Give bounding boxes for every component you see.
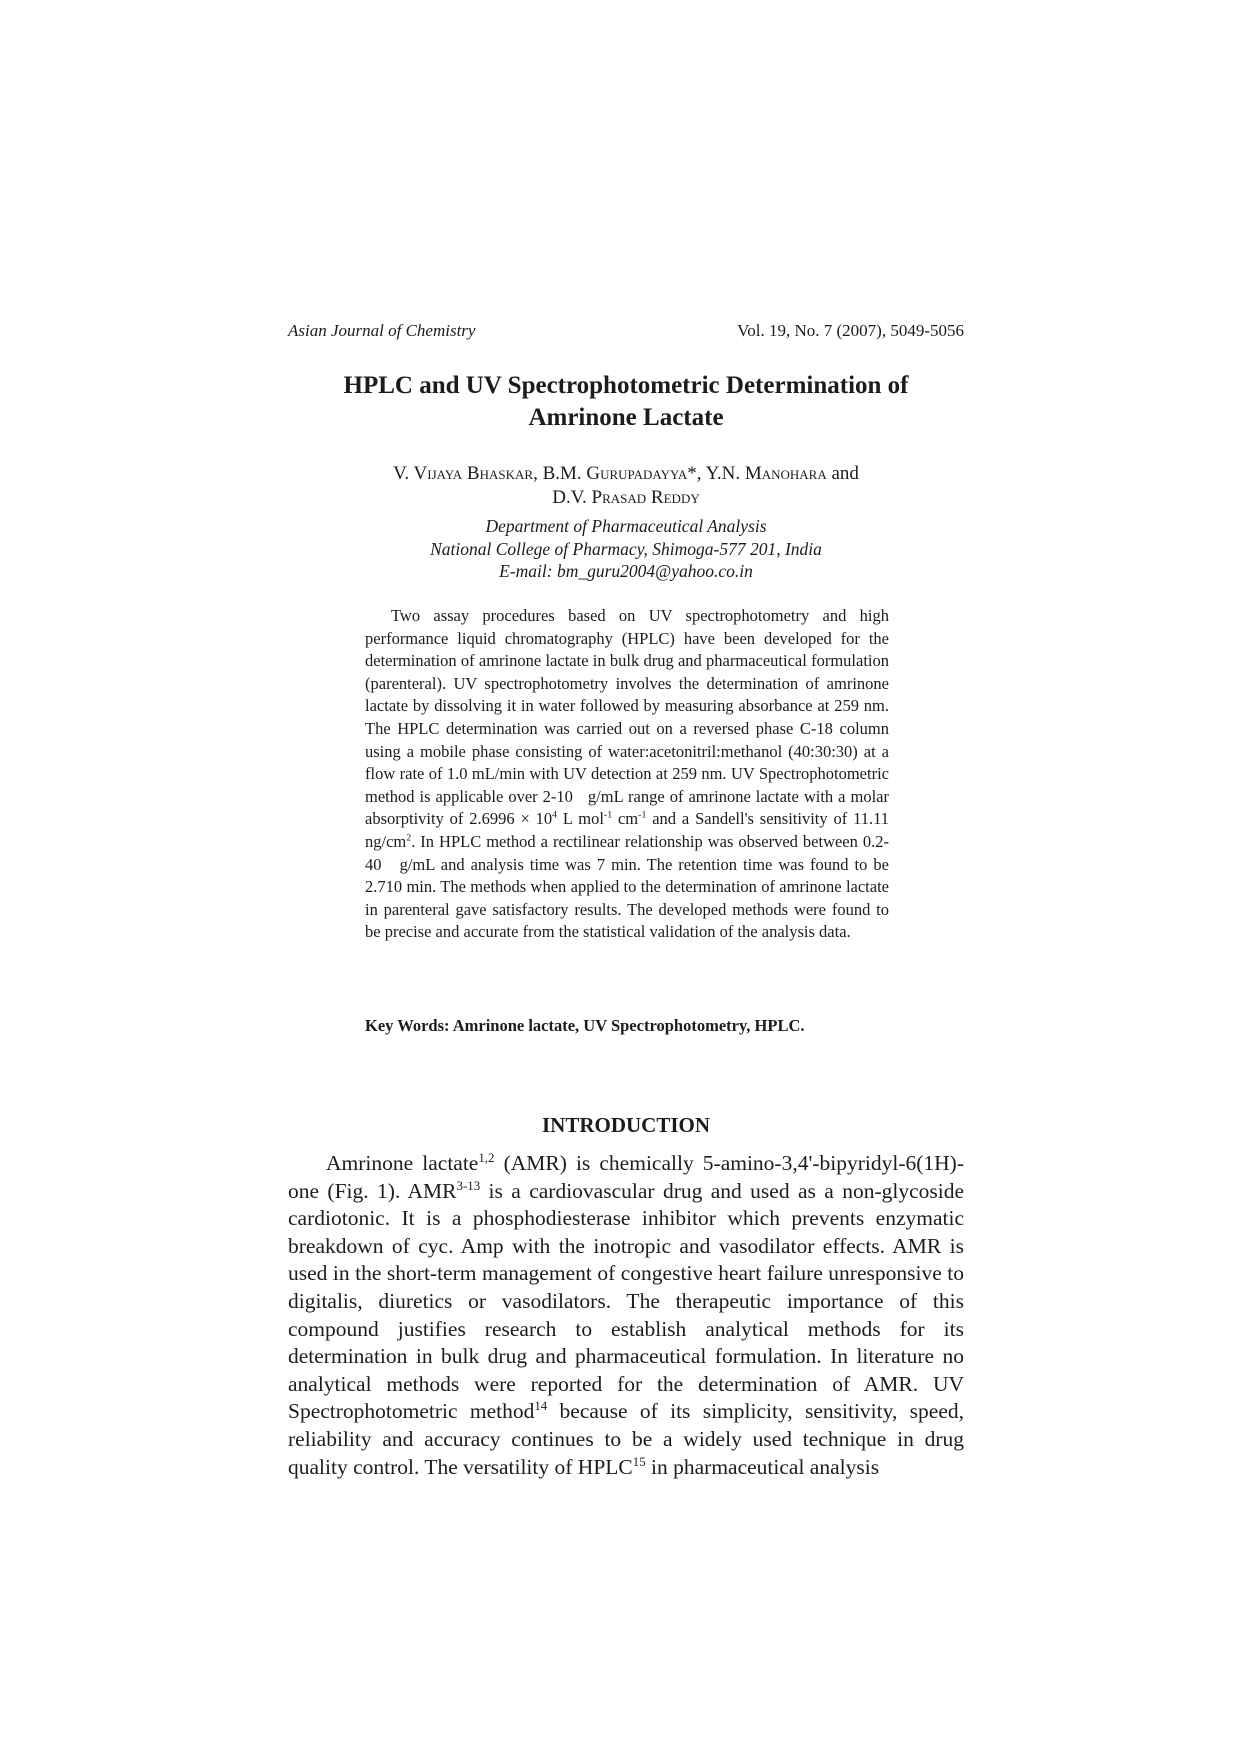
author-line-1 <box>288 462 964 486</box>
email: E-mail: bm_guru2004@yahoo.co.in <box>499 561 753 581</box>
author-text: B <box>462 463 480 484</box>
superscript: -1 <box>603 809 613 821</box>
introduction-body <box>288 1150 964 1481</box>
journal-name: Asian Journal of Chemistry <box>288 321 476 340</box>
intro-text: is a cardiovascular drug and used as a non-glycoside cardiotonic. It is a phosphodiesterase inhibitor which prevents enzymatic breakdown of cyc. Amp with the inotropic and vasodilator effects. AMR is used in the short-term management of congestive heart failure unresponsive to digitalis, diuretics or vasodilators. The therapeutic importance of this compound justifies research to establish analytical methods for its determination in bulk drug and pharmaceutical formulation. In literature no analytical methods were reported for the determination of AMR. UV Spectrophotometric method <box>288 1178 965 1424</box>
abstract-text: cm <box>612 809 639 829</box>
author-text: D.V. P <box>552 487 603 508</box>
abstract <box>365 605 889 944</box>
intro-paragraph <box>288 1150 964 1481</box>
abstract-text: Two assay procedures based on UV spectrophotometry and high performance liquid chromatography (HPLC) have been developed for the determination of amrinone lactate in bulk drug and pharmaceutical formulation (parenteral). UV spectrophotometry involves the determination of amrinone lactate by dissolving it in water followed by measuring absorbance at 259 nm. The HPLC determination was carried out on a reversed phase C-18 column using a mobile phase consisting of water:acetonitril:methanol (40:30:30) at a flow rate of 1.0 mL/min with UV detection at 259 nm. UV Spectrophotometric method is applicable over 2-10 g/mL range of amrinone lactate with a molar absorptivity of 2.6996 × 10 <box>365 606 889 829</box>
paper-title <box>288 370 964 434</box>
institution: National College of Pharmacy, Shimoga-577 201, India <box>430 538 822 559</box>
author-text: *, Y.N. M <box>687 463 762 484</box>
author-text: R <box>646 487 664 508</box>
department: Department of Pharmaceutical Analysis <box>485 516 767 536</box>
section-heading-introduction: INTRODUCTION <box>541 1113 711 1137</box>
author-smallcaps: ijaya <box>427 463 463 484</box>
abstract-text: L mol <box>557 809 604 829</box>
author-list <box>288 462 964 510</box>
superscript: 2 <box>406 832 412 844</box>
abstract-paragraph <box>365 605 889 944</box>
author-line-2 <box>288 486 964 510</box>
superscript: -1 <box>638 809 647 821</box>
citation-superscript: 15 <box>632 1454 646 1469</box>
citation-superscript: 3-13 <box>456 1178 481 1193</box>
abstract-text: and a Sandell's sensitivity of 11.11 ng/cm <box>365 809 889 851</box>
intro-text: in pharmaceutical analysis <box>645 1454 880 1479</box>
author-smallcaps: haskar <box>479 463 534 484</box>
intro-text: Amrinone lactate <box>326 1151 479 1175</box>
superscript: 4 <box>552 809 558 821</box>
intro-text: because of its simplicity, sensitivity, speed, reliability and accuracy continues to be a widely used technique in drug quality control. The versatility of HPLC <box>288 1399 964 1479</box>
affiliation <box>288 515 964 583</box>
author-smallcaps: anohara <box>761 463 827 484</box>
author-text: , B.M. G <box>533 463 601 484</box>
title-line-1: HPLC and UV Spectrophotometric Determination of <box>343 372 909 399</box>
citation-superscript: 1,2 <box>478 1150 495 1165</box>
author-smallcaps: rasad <box>602 487 647 508</box>
author-text: and <box>826 463 859 484</box>
author-smallcaps: urupadayya <box>600 463 688 484</box>
author-smallcaps: eddy <box>663 487 700 508</box>
author-text: V. V <box>393 463 428 484</box>
citation-superscript: 14 <box>534 1399 548 1414</box>
abstract-text: . In HPLC method a rectilinear relationship was observed between 0.2-40 g/mL and analysis time was 7 min. The retention time was found to be 2.710 min. The methods when applied to the determination of amrinone lactate in parenteral gave satisfactory results. The developed methods were found to be precise and accurate from the statistical validation of the analysis data. <box>365 831 889 942</box>
intro-text: (AMR) is chemically 5-amino-3,4'-bipyridyl-6(1H)-one (Fig. 1). AMR <box>288 1151 964 1203</box>
keywords: Key Words: Amrinone lactate, UV Spectrophotometry, HPLC. <box>365 1016 805 1035</box>
title-line-2: Amrinone Lactate <box>528 404 724 431</box>
volume-info: Vol. 19, No. 7 (2007), 5049-5056 <box>737 321 964 340</box>
running-header <box>288 321 964 345</box>
